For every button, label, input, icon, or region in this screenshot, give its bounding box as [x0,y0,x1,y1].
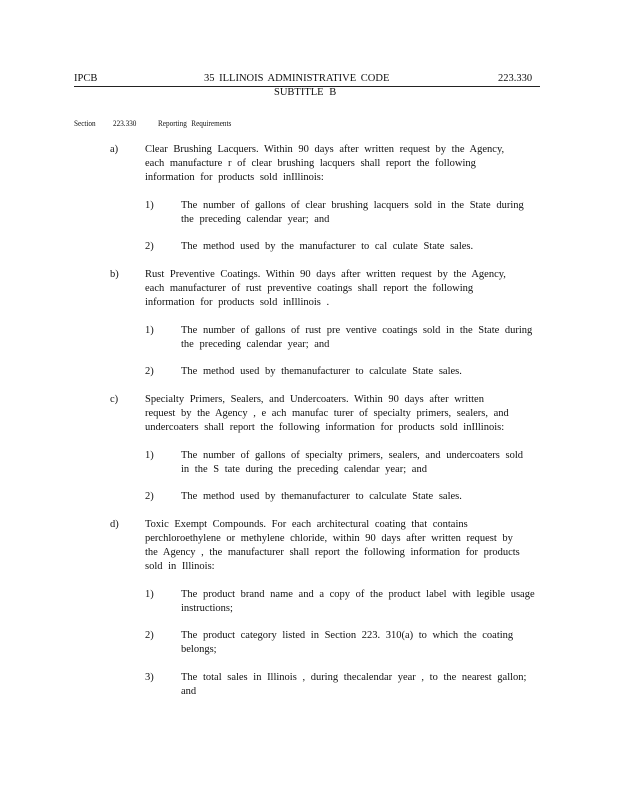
item-line: perchloroethylene or methylene chloride, within 90 days after written request by [145,533,513,544]
header-rule [74,86,540,87]
subitem-line: The product category listed in Section 223. 310(a) to which the coating [181,630,514,641]
subitem-label: 2) [145,366,154,377]
section-number: 223.330 [113,119,137,128]
item-line: the Agency , the manufacturer shall report the following information for products [145,547,520,558]
header-right: 223.330 [498,73,533,84]
subitem-line: belongs; [181,644,217,655]
subitem-line: The method used by themanufacturer to calculate State sales. [181,366,462,377]
item-label: c) [110,394,119,405]
item-line: each manufacture r of clear brushing lacquers shall report the following [145,158,476,169]
subitem-line: The method used by themanufacturer to calculate State sales. [181,491,462,502]
subitem-label: 2) [145,491,154,502]
item-line: each manufacturer of rust preventive coatings shall report the following [145,283,474,294]
item-line: request by the Agency , e ach manufac turer of specialty primers, sealers, and [145,408,509,419]
subitem-label: 1) [145,200,154,211]
item-label: b) [110,269,119,280]
item-line: information for products sold inIllinois: [145,172,324,183]
subitem-label: 1) [145,589,154,600]
item-line: undercoaters shall report the following information for products sold inIllinois: [145,422,505,433]
subitem-line: The product brand name and a copy of the product label with legible usage [181,589,535,600]
subitem-line: the preceding calendar year; and [181,214,330,225]
subitem-line: The number of gallons of specialty primers, sealers, and undercoaters sold [181,450,523,461]
subitem-line: The total sales in Illinois , during thecalendar year , to the nearest gallon; [181,672,527,683]
item-line: Clear Brushing Lacquers. Within 90 days after written request by the Agency, [145,144,505,155]
subitem-line: in the S tate during the preceding calendar year; and [181,464,427,475]
subitem-line: instructions; [181,603,233,614]
item-line: Toxic Exempt Compounds. For each architectural coating that contains [145,519,468,530]
section-word: Section [74,119,96,128]
subitem-label: 2) [145,630,154,641]
item-label: d) [110,519,119,530]
item-line: information for products sold inIllinois . [145,297,330,308]
subitem-label: 2) [145,241,154,252]
header-center: 35 ILLINOIS ADMINISTRATIVE CODE [204,73,390,84]
subitem-label: 3) [145,672,154,683]
subitem-line: The number of gallons of clear brushing lacquers sold in the State during [181,200,524,211]
item-line: Rust Preventive Coatings. Within 90 days after written request by the Agency, [145,269,506,280]
header-subtitle: SUBTITLE B [274,87,337,98]
subitem-line: the preceding calendar year; and [181,339,330,350]
subitem-label: 1) [145,325,154,336]
subitem-label: 1) [145,450,154,461]
subitem-line: and [181,686,197,697]
header-left: IPCB [74,73,98,84]
subitem-line: The number of gallons of rust pre ventive coatings sold in the State during [181,325,533,336]
item-label: a) [110,144,119,155]
section-title: Reporting Requirements [158,119,232,128]
item-line: sold in Illinois: [145,561,215,572]
subitem-line: The method used by the manufacturer to cal culate State sales. [181,241,474,252]
item-line: Specialty Primers, Sealers, and Undercoaters. Within 90 days after written [145,394,484,405]
